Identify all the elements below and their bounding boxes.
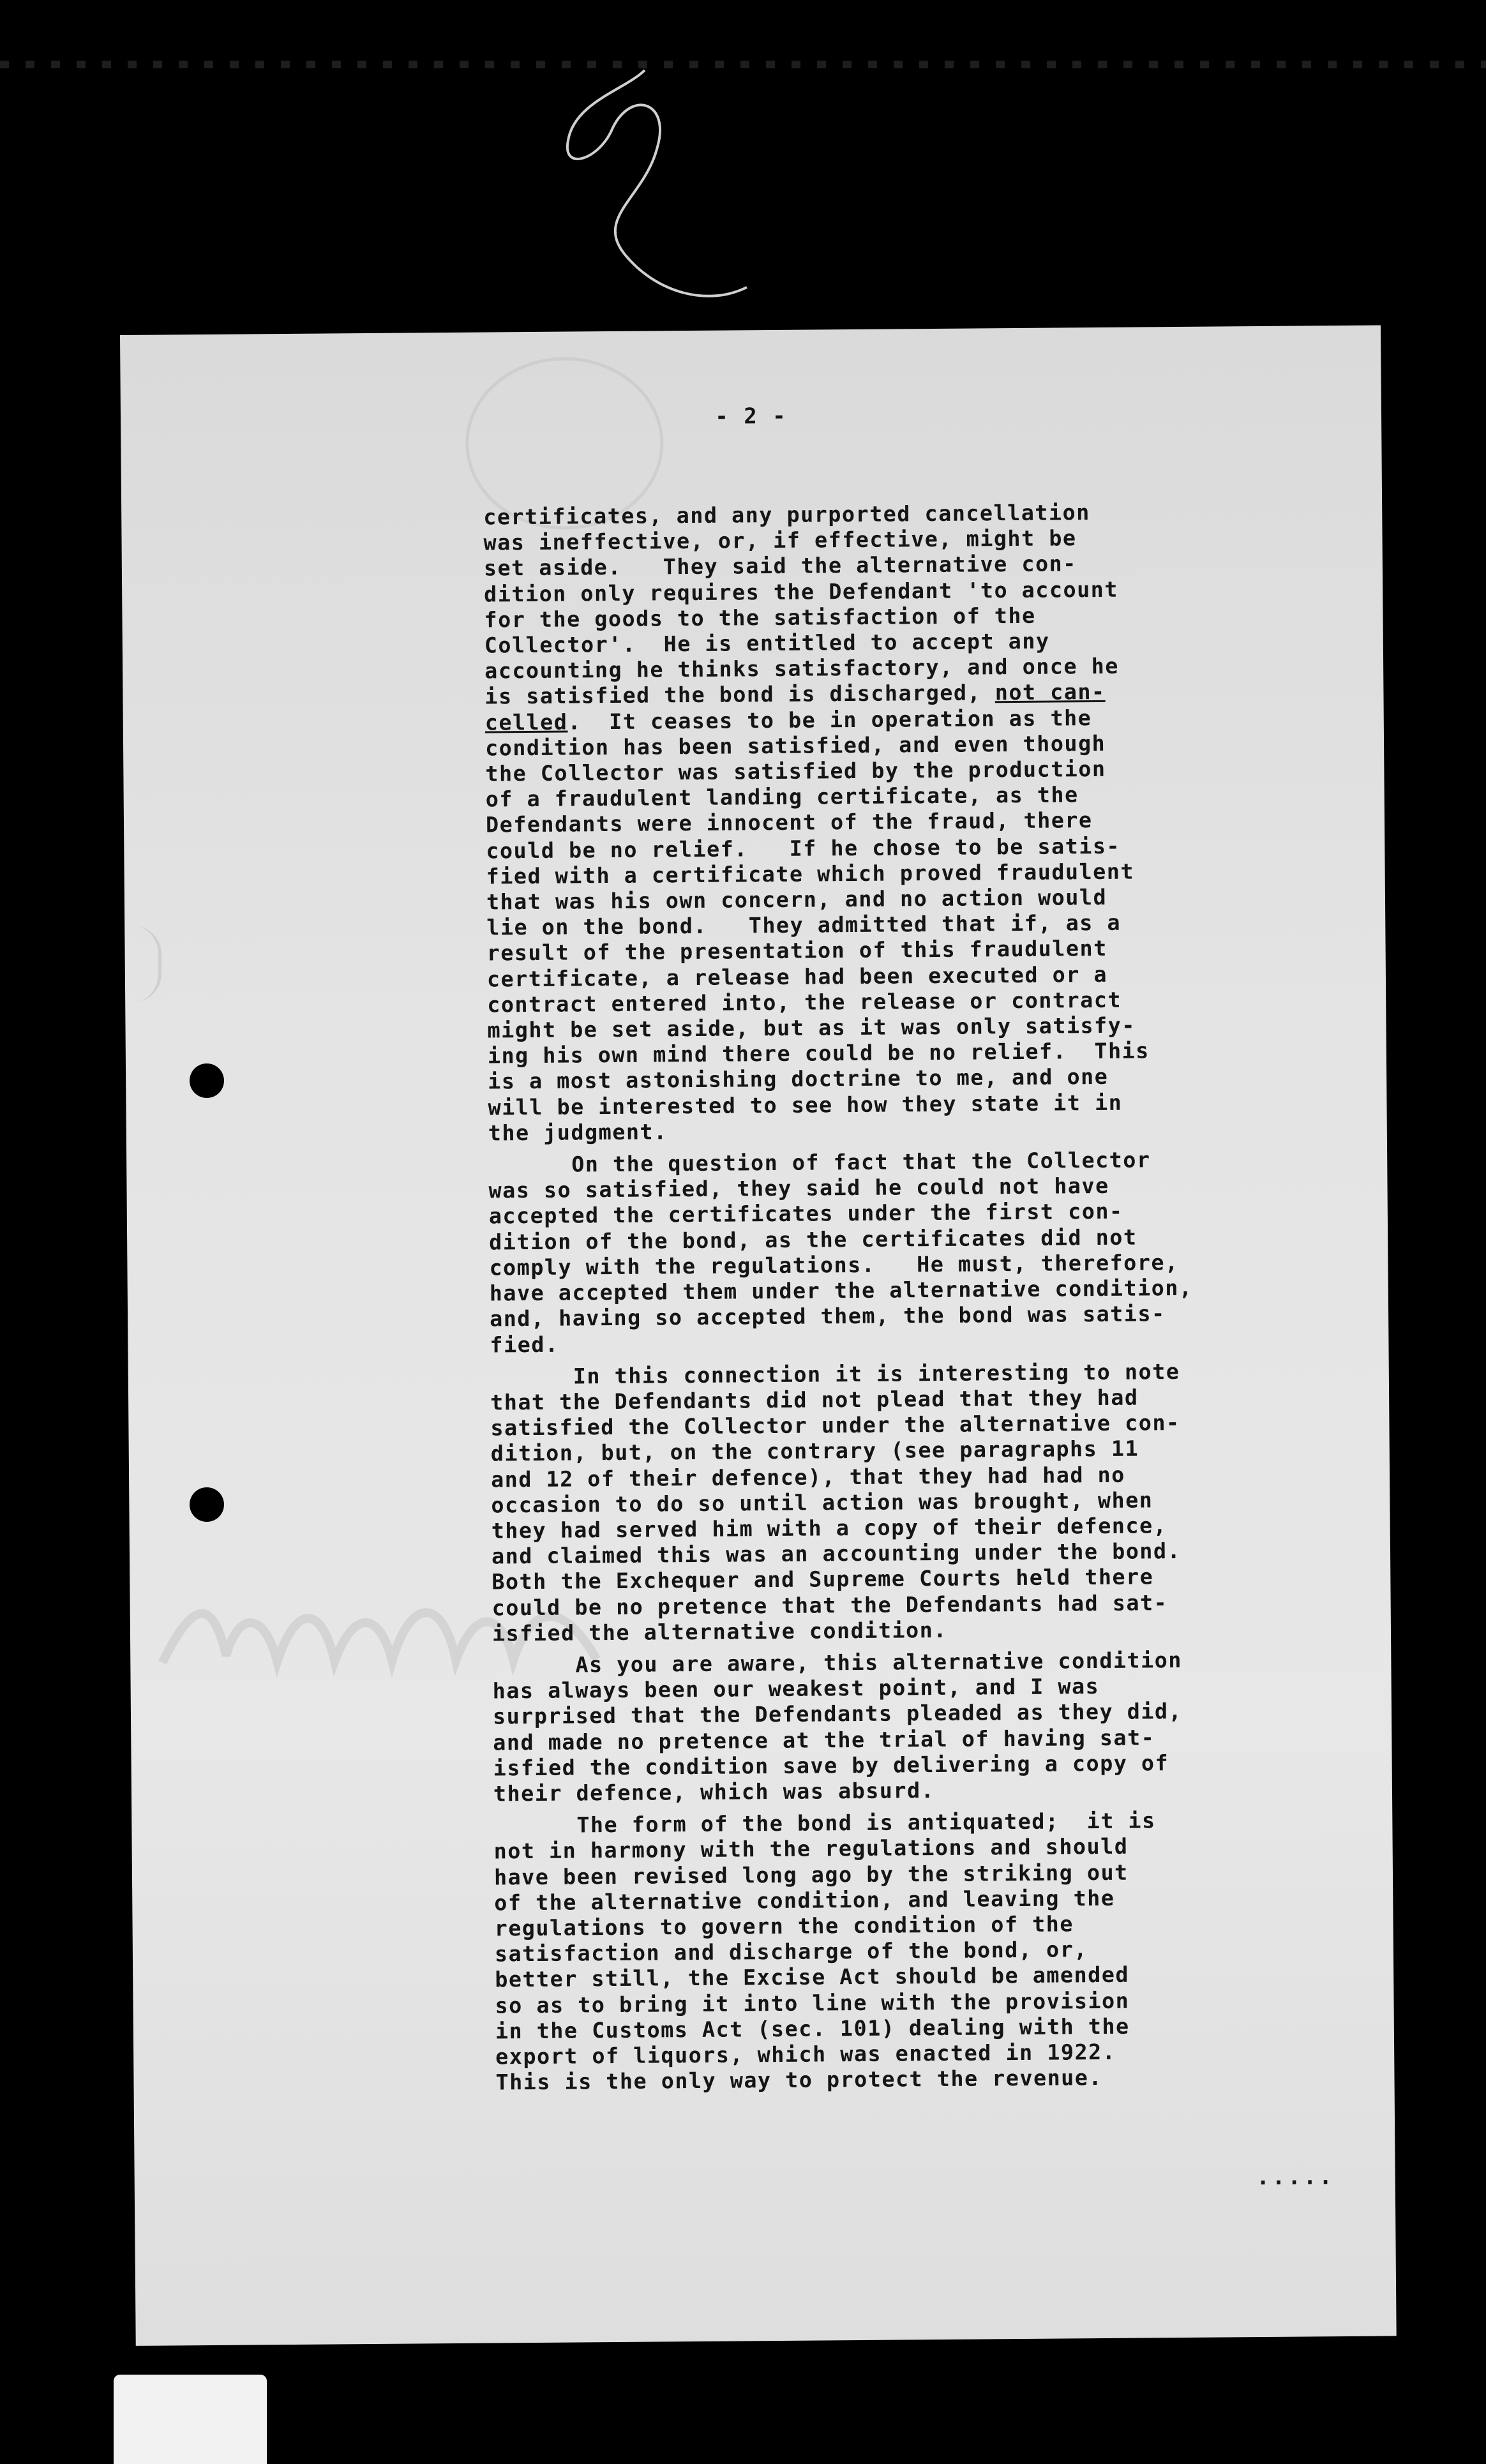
text-line: set aside. They said the alternative con- (483, 551, 1077, 581)
underlined-text: not can- (994, 679, 1106, 705)
continuation-dots: ..... (1256, 2164, 1335, 2191)
text-line: of a fraudulent landing certificate, as the (485, 782, 1079, 812)
text-line: not in harmony with the regulations and should (493, 1834, 1129, 1864)
text-line: surprised that the Defendants pleaded as they did, (492, 1699, 1183, 1729)
text-line: the judgment. (488, 1119, 668, 1146)
text-line: dition, but, on the contrary (see paragraphs 11 (490, 1436, 1139, 1466)
underlined-text: celled (484, 709, 568, 735)
text-line: Both the Exchequer and Supreme Courts held there (492, 1564, 1154, 1595)
text-line: contract entered into, the release or contract (487, 987, 1122, 1018)
text-line: for the goods to the satisfaction of the (484, 603, 1036, 633)
text-line: satisfied the Collector under the alternative con- (490, 1410, 1180, 1441)
text-line: In this connection it is interesting to note (573, 1358, 1180, 1389)
document-page (120, 325, 1397, 2345)
film-corner-tab (114, 2375, 267, 2464)
text-line: isfied the condition save by delivering a copy of (493, 1750, 1169, 1781)
paragraph-4 (492, 1647, 1291, 1807)
text-line: have been revised long ago by the striking out (493, 1859, 1129, 1890)
text-line: comply with the regulations. He must, therefore, (489, 1249, 1179, 1281)
text-line: As you are aware, this alternative condition (575, 1647, 1183, 1678)
text-line: better still, the Excise Act should be amended (495, 1962, 1130, 1992)
text-line: that was his own concern, and no action would (486, 884, 1107, 915)
text-line: was so satisfied, they said he could not have (488, 1173, 1109, 1203)
text-line: have accepted them under the alternative condition, (489, 1275, 1193, 1306)
text-line: is a most astonishing doctrine to me, and one (488, 1064, 1109, 1094)
text-line: could be no relief. If he chose to be satis- (486, 833, 1121, 864)
letter-body (483, 499, 1294, 2102)
text-line: dition only requires the Defendant 'to account (484, 576, 1119, 607)
text-line: On the question of fact that the Collector (571, 1147, 1151, 1177)
text-line: so as to bring it into line with the provision (495, 1988, 1130, 2018)
text-line: accounting he thinks satisfactory, and once he (484, 653, 1120, 684)
text-line: in the Customs Act (sec. 101) dealing with the (495, 2013, 1130, 2044)
paragraph-5 (493, 1807, 1293, 2096)
text-line: the Collector was satisfied by the production (485, 756, 1106, 786)
text-line: The form of the bond is antiquated; it is (576, 1808, 1156, 1838)
text-line: their defence, which was absurd. (493, 1778, 935, 1807)
text-line: certificate, a release had been executed or a (486, 961, 1108, 992)
text-line: fied with a certificate which proved fraudulent (486, 859, 1135, 889)
text-line: and, having so accepted them, the bond was satis- (489, 1301, 1166, 1332)
text-line: of the alternative condition, and leaving the (494, 1885, 1115, 1916)
text-line: ing his own mind there could be no relief. This (487, 1038, 1150, 1069)
text-line: Defendants were innocent of the fraud, there (485, 808, 1093, 838)
text-line: export of liquors, which was enacted in 1922. (495, 2039, 1116, 2070)
text-line: has always been our weakest point, and I was (492, 1674, 1100, 1704)
text-line: that the Defendants did not plead that they had (490, 1385, 1139, 1415)
text-line: they had served him with a copy of their defence, (491, 1513, 1167, 1544)
text-line: dition of the bond, as the certificates did not (489, 1224, 1137, 1255)
text-line: result of the presentation of this fraudulent (486, 936, 1107, 966)
text-line: satisfaction and discharge of the bond, or, (494, 1937, 1088, 1967)
text-line: condition has been satisfied, and even though (484, 730, 1106, 761)
text-line: occasion to do so until action was brought, when (491, 1487, 1153, 1518)
text-line: Collector'. He is entitled to accept any (484, 628, 1050, 658)
text-line: and made no pretence at the trial of having sat- (493, 1724, 1155, 1755)
text-line: was ineffective, or, if effective, might be (483, 525, 1077, 555)
punch-hole (190, 1063, 224, 1098)
text-line: could be no pretence that the Defendants had sat- (492, 1589, 1168, 1621)
text-line: might be set aside, but as it was only satisfy- (487, 1012, 1136, 1043)
text-line: regulations to govern the condition of the (494, 1911, 1074, 1941)
paragraph-1 (483, 499, 1286, 1146)
text-line: isfied the alternative condition. (492, 1617, 948, 1646)
text-line: This is the only way to protect the revenue. (495, 2065, 1103, 2095)
paragraph-3 (490, 1358, 1290, 1646)
text-line-start: is satisfied the bond is discharged, (484, 680, 995, 709)
page-number: - 2 - (715, 403, 787, 430)
paragraph-2 (488, 1146, 1287, 1358)
text-line: and claimed this was an accounting under the bond. (491, 1538, 1182, 1569)
text-line: lie on the bond. They admitted that if, as a (486, 910, 1122, 940)
text-line: will be interested to see how they state it in (488, 1090, 1123, 1120)
hair-artifact (549, 64, 779, 332)
text-line-rest: . It ceases to be in operation as the (567, 705, 1092, 735)
text-line: accepted the certificates under the first con- (488, 1199, 1123, 1229)
punch-hole (190, 1487, 224, 1522)
text-line: fied. (490, 1332, 559, 1357)
text-line: and 12 of their defence), that they had had no (490, 1462, 1125, 1492)
text-line: certificates, and any purported cancellation (483, 500, 1090, 530)
